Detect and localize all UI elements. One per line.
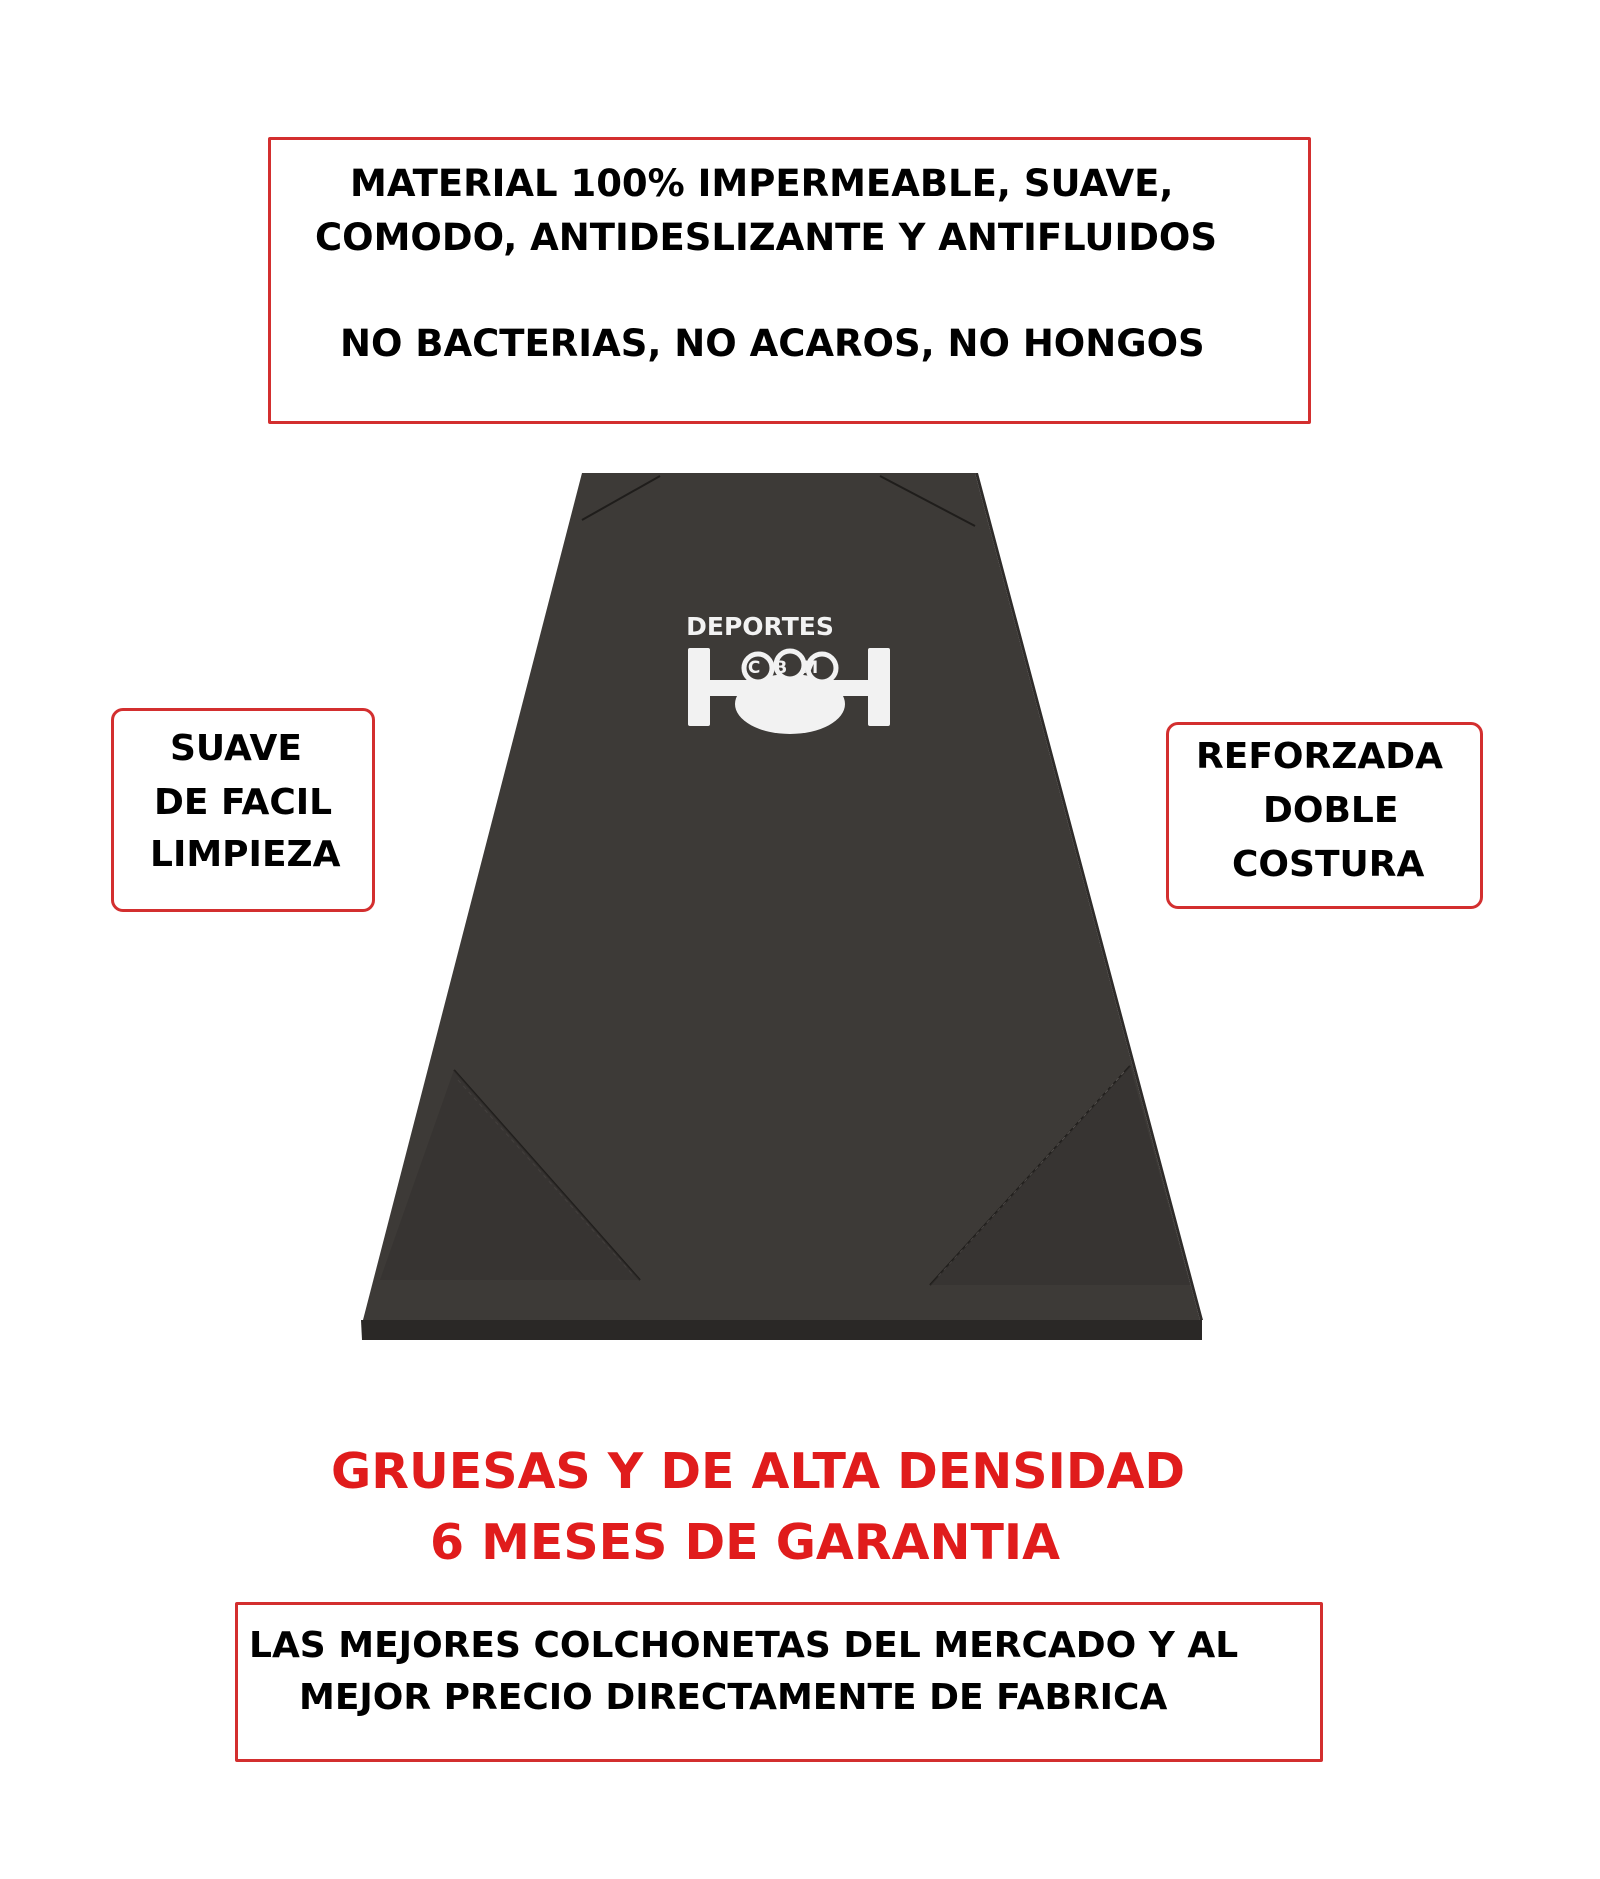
highlight-line-2: 6 MESES DE GARANTIA xyxy=(430,1514,1061,1571)
feature-right-line-2: DOBLE xyxy=(1263,790,1399,831)
feature-right-line-1: REFORZADA xyxy=(1196,736,1443,777)
bottom-line-1: LAS MEJORES COLCHONETAS DEL MERCADO Y AL xyxy=(249,1625,1239,1666)
feature-top-line-3: NO BACTERIAS, NO ACAROS, NO HONGOS xyxy=(340,322,1205,365)
logo-text: DEPORTES xyxy=(686,612,834,641)
feature-left-line-1: SUAVE xyxy=(170,728,302,769)
feature-right-line-3: COSTURA xyxy=(1232,844,1425,885)
bottom-line-2: MEJOR PRECIO DIRECTAMENTE DE FABRICA xyxy=(299,1677,1168,1718)
feature-left-line-2: DE FACIL xyxy=(154,782,333,823)
mat-front-edge xyxy=(361,1320,1202,1340)
feature-left-line-3: LIMPIEZA xyxy=(150,834,341,875)
feature-top-line-2: COMODO, ANTIDESLIZANTE Y ANTIFLUIDOS xyxy=(315,216,1218,259)
highlight-line-1: GRUESAS Y DE ALTA DENSIDAD xyxy=(331,1443,1186,1500)
logo-letters: CBM xyxy=(747,658,833,678)
feature-top-line-1: MATERIAL 100% IMPERMEABLE, SUAVE, xyxy=(350,162,1174,205)
